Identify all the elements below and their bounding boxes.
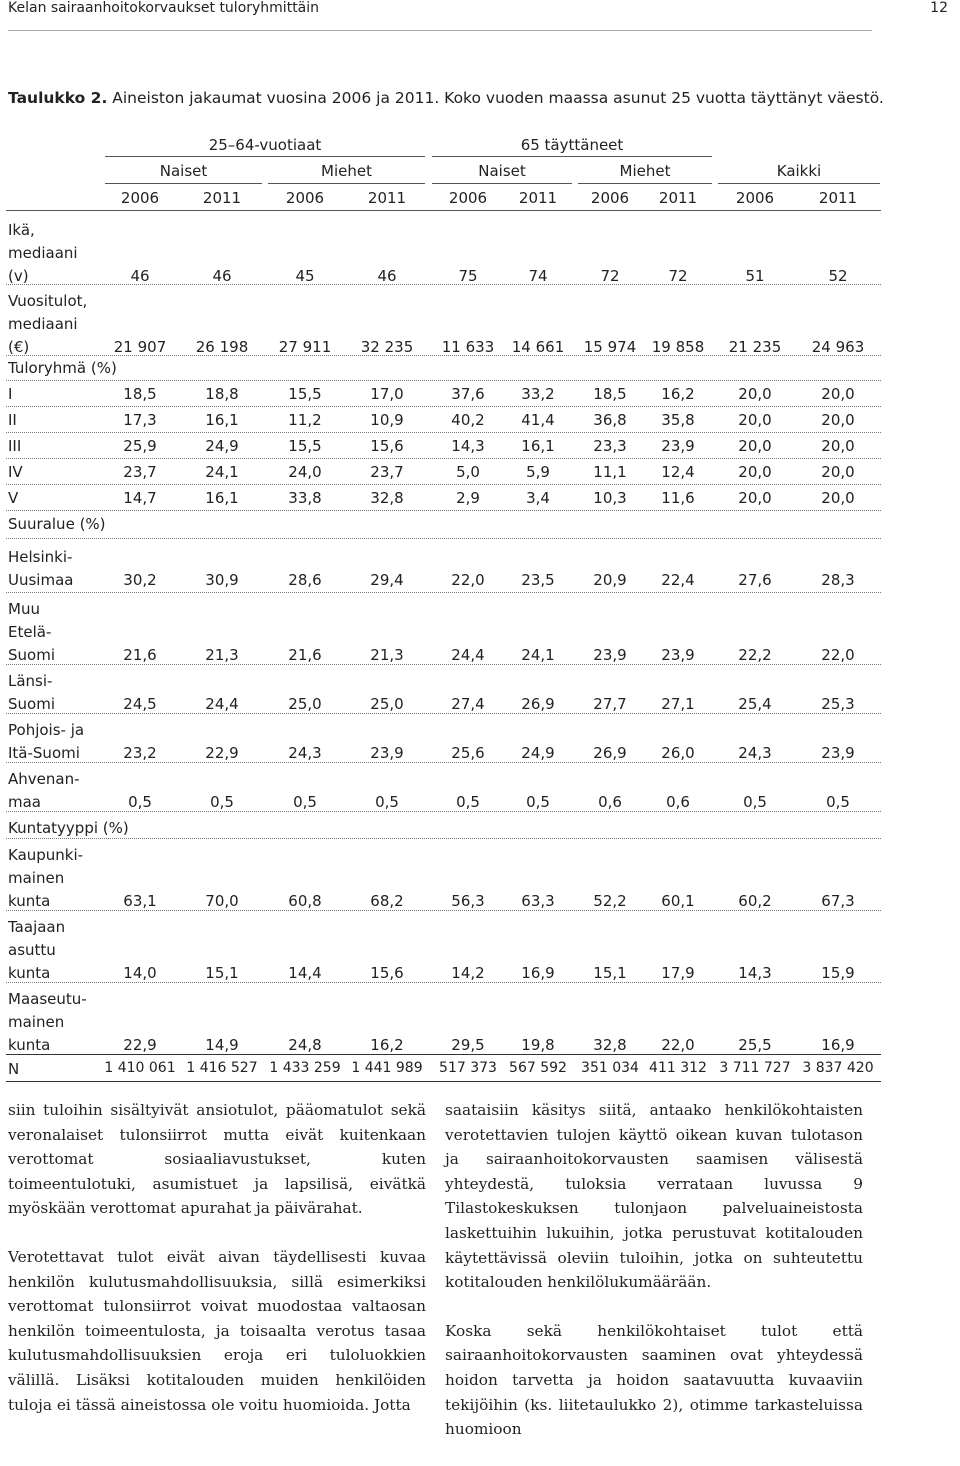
table-cell: 22,2 bbox=[738, 646, 772, 664]
table-cell: 14,7 bbox=[123, 489, 157, 507]
table-cell: 24,9 bbox=[521, 744, 555, 762]
year-header: 2006 bbox=[120, 189, 160, 207]
table-cell: 75 bbox=[458, 267, 478, 285]
row-label: Vuositulot, mediaani (€) bbox=[8, 292, 88, 356]
year-header: 2006 bbox=[448, 189, 488, 207]
table-cell: 60,8 bbox=[288, 892, 322, 910]
table-cell: 27 911 bbox=[278, 338, 332, 356]
table-cell: 15,6 bbox=[370, 437, 404, 455]
table-cell: 5,0 bbox=[456, 463, 480, 481]
table-cell: 25,9 bbox=[123, 437, 157, 455]
table-cell: 0,6 bbox=[598, 793, 622, 811]
table-cell: 26,9 bbox=[521, 695, 555, 713]
table-cell: 46 bbox=[212, 267, 232, 285]
table-cell: 24,1 bbox=[205, 463, 239, 481]
table-cell: 20,0 bbox=[821, 411, 855, 429]
row-label: Taajaan asuttu kunta bbox=[8, 918, 66, 982]
table-cell: 21 235 bbox=[728, 338, 782, 356]
table-cell: 10,9 bbox=[370, 411, 404, 429]
table-cell: 56,3 bbox=[451, 892, 485, 910]
sex-header: Miehet bbox=[619, 162, 671, 180]
row-separator bbox=[6, 982, 881, 983]
row-separator bbox=[6, 1081, 881, 1082]
year-header: 2011 bbox=[658, 189, 698, 207]
table-cell: 0,5 bbox=[826, 793, 850, 811]
table-cell: 1 416 527 bbox=[186, 1060, 258, 1076]
table-cell: 16,9 bbox=[821, 1036, 855, 1054]
table-cell: 23,5 bbox=[521, 571, 555, 589]
table-caption-text: Aineiston jakaumat vuosina 2006 ja 2011. Koko vuoden maassa asunut 25 vuotta täyttänyt väestö. bbox=[107, 89, 884, 107]
table-cell: 22,9 bbox=[205, 744, 239, 762]
table-cell: 63,3 bbox=[521, 892, 555, 910]
table-cell: 23,9 bbox=[370, 744, 404, 762]
body-paragraph: saataisiin käsitys siitä, antaako henkilökohtaisten verotettavien tulojen käyttö oikean kuvan tulotason ja sairaanhoitokorvausten saamisen välisestä yhteydestä, tuloksia verrataan luvussa 9 Tilastokeskuksen tulonjaon palveluaineistosta laskettuihin lukuihin, jotka perustuvat kotitalouden käytettävissä oleviin tuloihin, jotka on suhteutettu kotitalouden henkilölukumäärään. bbox=[445, 1101, 863, 1292]
age-group-header: 65 täyttäneet bbox=[520, 136, 624, 154]
table-cell: 67,3 bbox=[821, 892, 855, 910]
table-cell: 27,7 bbox=[593, 695, 627, 713]
table-cell: 19,8 bbox=[521, 1036, 555, 1054]
table-cell: 63,1 bbox=[123, 892, 157, 910]
table-cell: 29,5 bbox=[451, 1036, 485, 1054]
table-cell: 0,5 bbox=[128, 793, 152, 811]
header-rule bbox=[432, 156, 712, 157]
header-rule bbox=[105, 183, 262, 184]
sex-header: Kaikki bbox=[776, 162, 822, 180]
header-rule bbox=[8, 30, 872, 31]
table-cell: 0,5 bbox=[210, 793, 234, 811]
table-cell: 60,2 bbox=[738, 892, 772, 910]
table-cell: 1 441 989 bbox=[351, 1060, 423, 1076]
row-separator bbox=[6, 664, 881, 665]
table-cell: 32,8 bbox=[593, 1036, 627, 1054]
table-cell: 20,0 bbox=[821, 385, 855, 403]
table-cell: 14 661 bbox=[511, 338, 565, 356]
sex-header: Naiset bbox=[159, 162, 208, 180]
table-cell: 52,2 bbox=[593, 892, 627, 910]
table-cell: 27,4 bbox=[451, 695, 485, 713]
table-cell: 11,2 bbox=[288, 411, 322, 429]
row-label: Ahvenan- maa bbox=[8, 770, 80, 811]
table-cell: 33,2 bbox=[521, 385, 555, 403]
table-cell: 21,6 bbox=[123, 646, 157, 664]
table-cell: 20,0 bbox=[821, 489, 855, 507]
body-paragraph: Koska sekä henkilökohtaiset tulot että sairaanhoitokorvausten saaminen ovat yhteydessä hoidon tarvetta ja hoidon saatavuutta kuvaaviin tekijöihin (ks. liitetaulukko 2), otimme tarkasteluissa huomioon bbox=[445, 1321, 863, 1439]
table-cell: 15,5 bbox=[288, 437, 322, 455]
table-cell: 24,1 bbox=[521, 646, 555, 664]
table-cell: 351 034 bbox=[581, 1060, 639, 1076]
table-cell: 21,3 bbox=[370, 646, 404, 664]
table-cell: 24,4 bbox=[205, 695, 239, 713]
table-cell: 22,0 bbox=[451, 571, 485, 589]
row-label: Kaupunki- mainen kunta bbox=[8, 846, 84, 910]
table-cell: 16,1 bbox=[205, 411, 239, 429]
table-cell: 23,9 bbox=[821, 744, 855, 762]
table-cell: 35,8 bbox=[661, 411, 695, 429]
table-cell: 22,0 bbox=[821, 646, 855, 664]
table-cell: 11 633 bbox=[441, 338, 495, 356]
table-cell: 24 963 bbox=[811, 338, 865, 356]
table-cell: 517 373 bbox=[439, 1060, 497, 1076]
table-cell: 20,0 bbox=[738, 385, 772, 403]
row-separator bbox=[6, 458, 881, 459]
row-separator bbox=[6, 380, 881, 381]
table-cell: 15 974 bbox=[583, 338, 637, 356]
table-cell: 19 858 bbox=[651, 338, 705, 356]
table-cell: 24,5 bbox=[123, 695, 157, 713]
table-cell: 5,9 bbox=[526, 463, 550, 481]
table-cell: 46 bbox=[130, 267, 150, 285]
table-cell: 18,5 bbox=[593, 385, 627, 403]
table-cell: 20,0 bbox=[738, 411, 772, 429]
table-cell: 41,4 bbox=[521, 411, 555, 429]
table-cell: 26,9 bbox=[593, 744, 627, 762]
table-cell: 72 bbox=[668, 267, 688, 285]
row-label: Kuntatyyppi (%) bbox=[8, 819, 129, 837]
table-cell: 23,7 bbox=[123, 463, 157, 481]
table-cell: 51 bbox=[745, 267, 765, 285]
row-label: I bbox=[8, 385, 13, 403]
body-column-right bbox=[445, 1098, 863, 1466]
row-separator bbox=[6, 538, 881, 539]
year-header: 2011 bbox=[367, 189, 407, 207]
table-cell: 24,3 bbox=[288, 744, 322, 762]
row-label: Helsinki- Uusimaa bbox=[8, 548, 74, 589]
table-cell: 25,0 bbox=[370, 695, 404, 713]
table-cell: 0,6 bbox=[666, 793, 690, 811]
table-cell: 17,0 bbox=[370, 385, 404, 403]
row-separator bbox=[6, 910, 881, 911]
header-rule bbox=[268, 183, 425, 184]
table-cell: 28,6 bbox=[288, 571, 322, 589]
row-label: IV bbox=[8, 463, 23, 481]
year-header: 2006 bbox=[590, 189, 630, 207]
row-separator bbox=[6, 838, 881, 839]
running-title: Kelan sairaanhoitokorvaukset tuloryhmittäin bbox=[8, 0, 320, 16]
table-cell: 27,1 bbox=[661, 695, 695, 713]
table-cell: 36,8 bbox=[593, 411, 627, 429]
table-cell: 14,3 bbox=[738, 964, 772, 982]
row-label: Länsi- Suomi bbox=[8, 672, 55, 713]
row-separator bbox=[6, 406, 881, 407]
year-header: 2006 bbox=[735, 189, 775, 207]
table-cell: 46 bbox=[377, 267, 397, 285]
sex-header: Miehet bbox=[321, 162, 372, 180]
table-cell: 14,3 bbox=[451, 437, 485, 455]
table-cell: 27,6 bbox=[738, 571, 772, 589]
table-cell: 28,3 bbox=[821, 571, 855, 589]
table-cell: 25,5 bbox=[738, 1036, 772, 1054]
table-cell: 24,9 bbox=[205, 437, 239, 455]
table-cell: 0,5 bbox=[456, 793, 480, 811]
table-cell: 20,0 bbox=[821, 463, 855, 481]
table-cell: 14,2 bbox=[451, 964, 485, 982]
year-header: 2011 bbox=[518, 189, 558, 207]
table-cell: 16,9 bbox=[521, 964, 555, 982]
table-cell: 32 235 bbox=[360, 338, 414, 356]
table-cell: 1 410 061 bbox=[104, 1060, 176, 1076]
header-rule bbox=[105, 156, 425, 157]
table-cell: 25,4 bbox=[738, 695, 772, 713]
body-column-left bbox=[8, 1098, 426, 1441]
table-cell: 26 198 bbox=[195, 338, 249, 356]
table-cell: 15,1 bbox=[205, 964, 239, 982]
header-rule bbox=[432, 183, 572, 184]
row-label: N bbox=[8, 1060, 20, 1078]
table-cell: 16,2 bbox=[661, 385, 695, 403]
row-separator bbox=[6, 484, 881, 485]
row-separator bbox=[6, 592, 881, 593]
row-label: V bbox=[8, 489, 19, 507]
page-number: 12 bbox=[930, 0, 948, 16]
table-cell: 24,3 bbox=[738, 744, 772, 762]
header-rule bbox=[6, 210, 881, 211]
header-rule bbox=[578, 183, 712, 184]
year-header: 2011 bbox=[818, 189, 858, 207]
row-separator bbox=[6, 510, 881, 511]
row-label: Muu Etelä- Suomi bbox=[8, 600, 55, 664]
row-separator bbox=[6, 811, 881, 812]
table-cell: 21,3 bbox=[205, 646, 239, 664]
table-cell: 23,7 bbox=[370, 463, 404, 481]
table-cell: 16,2 bbox=[370, 1036, 404, 1054]
table-cell: 15,5 bbox=[288, 385, 322, 403]
table-cell: 23,9 bbox=[661, 646, 695, 664]
table-cell: 10,3 bbox=[593, 489, 627, 507]
row-label: III bbox=[8, 437, 22, 455]
table-cell: 23,3 bbox=[593, 437, 627, 455]
table-cell: 24,0 bbox=[288, 463, 322, 481]
row-label: II bbox=[8, 411, 17, 429]
table-cell: 21 907 bbox=[113, 338, 167, 356]
table-cell: 16,1 bbox=[521, 437, 555, 455]
table-cell: 11,6 bbox=[661, 489, 695, 507]
row-separator bbox=[6, 762, 881, 763]
table-cell: 37,6 bbox=[451, 385, 485, 403]
running-header bbox=[8, 0, 960, 30]
table-cell: 23,2 bbox=[123, 744, 157, 762]
body-paragraph: Verotettavat tulot eivät aivan täydellisesti kuvaa henkilön kulutusmahdollisuuksia, sillä esimerkiksi verottomat tulonsiirrot voivat muodostaa valtaosan henkilön toimeentulosta, ja toisaalta verotus tasaa kulutusmahdollisuuksien eroja eri tuloluokkien välillä. Lisäksi kotitalouden muiden henkilöiden tuloja ei tässä aineistossa ole voitu huomioida. Jotta bbox=[8, 1247, 426, 1414]
table-cell: 18,5 bbox=[123, 385, 157, 403]
table-cell: 30,9 bbox=[205, 571, 239, 589]
year-header: 2006 bbox=[285, 189, 325, 207]
table-cell: 18,8 bbox=[205, 385, 239, 403]
table-cell: 25,0 bbox=[288, 695, 322, 713]
table-cell: 20,0 bbox=[738, 489, 772, 507]
table-cell: 32,8 bbox=[370, 489, 404, 507]
table-cell: 74 bbox=[528, 267, 548, 285]
table-cell: 22,0 bbox=[661, 1036, 695, 1054]
table-cell: 3 711 727 bbox=[719, 1060, 791, 1076]
table-cell: 16,1 bbox=[205, 489, 239, 507]
table-cell: 17,3 bbox=[123, 411, 157, 429]
table-caption-label: Taulukko 2. bbox=[8, 89, 108, 107]
table-cell: 23,9 bbox=[661, 437, 695, 455]
table-cell: 3 837 420 bbox=[802, 1060, 874, 1076]
table-cell: 20,0 bbox=[738, 437, 772, 455]
row-label: Suuralue (%) bbox=[8, 515, 106, 533]
table-cell: 12,4 bbox=[661, 463, 695, 481]
table-cell: 70,0 bbox=[205, 892, 239, 910]
sex-header: Naiset bbox=[478, 162, 526, 180]
table-cell: 14,0 bbox=[123, 964, 157, 982]
table-cell: 567 592 bbox=[509, 1060, 567, 1076]
table-cell: 11,1 bbox=[593, 463, 627, 481]
table-cell: 60,1 bbox=[661, 892, 695, 910]
row-separator bbox=[6, 1054, 881, 1055]
table-cell: 20,9 bbox=[593, 571, 627, 589]
header-rule bbox=[718, 183, 880, 184]
table-cell: 0,5 bbox=[375, 793, 399, 811]
body-paragraph: siin tuloihin sisältyivät ansiotulot, pääomatulot sekä veronalaiset tulonsiirrot mutta eivät kuitenkaan verottomat sosiaaliavustukset, kuten toimeentulotuki, asumistuet ja lapsilisä, eivätkä myöskään verottomat apurahat ja päivärahat. bbox=[8, 1101, 426, 1218]
table-cell: 0,5 bbox=[743, 793, 767, 811]
table-cell: 24,4 bbox=[451, 646, 485, 664]
table-cell: 14,9 bbox=[205, 1036, 239, 1054]
table-cell: 52 bbox=[828, 267, 848, 285]
row-separator bbox=[6, 432, 881, 433]
table-cell: 0,5 bbox=[526, 793, 550, 811]
table-cell: 40,2 bbox=[451, 411, 485, 429]
table-cell: 30,2 bbox=[123, 571, 157, 589]
table-cell: 23,9 bbox=[593, 646, 627, 664]
table-cell: 21,6 bbox=[288, 646, 322, 664]
table-cell: 3,4 bbox=[526, 489, 550, 507]
age-group-header: 25–64-vuotiaat bbox=[208, 136, 322, 154]
row-label: Tuloryhmä (%) bbox=[8, 359, 117, 377]
table-caption bbox=[8, 89, 884, 107]
row-separator bbox=[6, 713, 881, 714]
table-cell: 45 bbox=[295, 267, 315, 285]
table-cell: 17,9 bbox=[661, 964, 695, 982]
row-label: Pohjois- ja Itä-Suomi bbox=[8, 721, 85, 762]
table-cell: 15,1 bbox=[593, 964, 627, 982]
table-cell: 15,9 bbox=[821, 964, 855, 982]
table-cell: 20,0 bbox=[821, 437, 855, 455]
row-label: Maaseutu- mainen kunta bbox=[8, 990, 87, 1054]
table-cell: 14,4 bbox=[288, 964, 322, 982]
table-cell: 20,0 bbox=[738, 463, 772, 481]
table-cell: 26,0 bbox=[661, 744, 695, 762]
table-cell: 33,8 bbox=[288, 489, 322, 507]
year-header: 2011 bbox=[202, 189, 242, 207]
table-cell: 15,6 bbox=[370, 964, 404, 982]
table-cell: 22,4 bbox=[661, 571, 695, 589]
table-cell: 25,6 bbox=[451, 744, 485, 762]
row-label: Ikä, mediaani (v) bbox=[8, 221, 78, 285]
table-cell: 24,8 bbox=[288, 1036, 322, 1054]
table-cell: 25,3 bbox=[821, 695, 855, 713]
table-cell: 22,9 bbox=[123, 1036, 157, 1054]
table-cell: 29,4 bbox=[370, 571, 404, 589]
table-cell: 0,5 bbox=[293, 793, 317, 811]
table-cell: 72 bbox=[600, 267, 620, 285]
table-cell: 68,2 bbox=[370, 892, 404, 910]
table-cell: 2,9 bbox=[456, 489, 480, 507]
table-cell: 411 312 bbox=[649, 1060, 707, 1076]
table-cell: 1 433 259 bbox=[269, 1060, 341, 1076]
